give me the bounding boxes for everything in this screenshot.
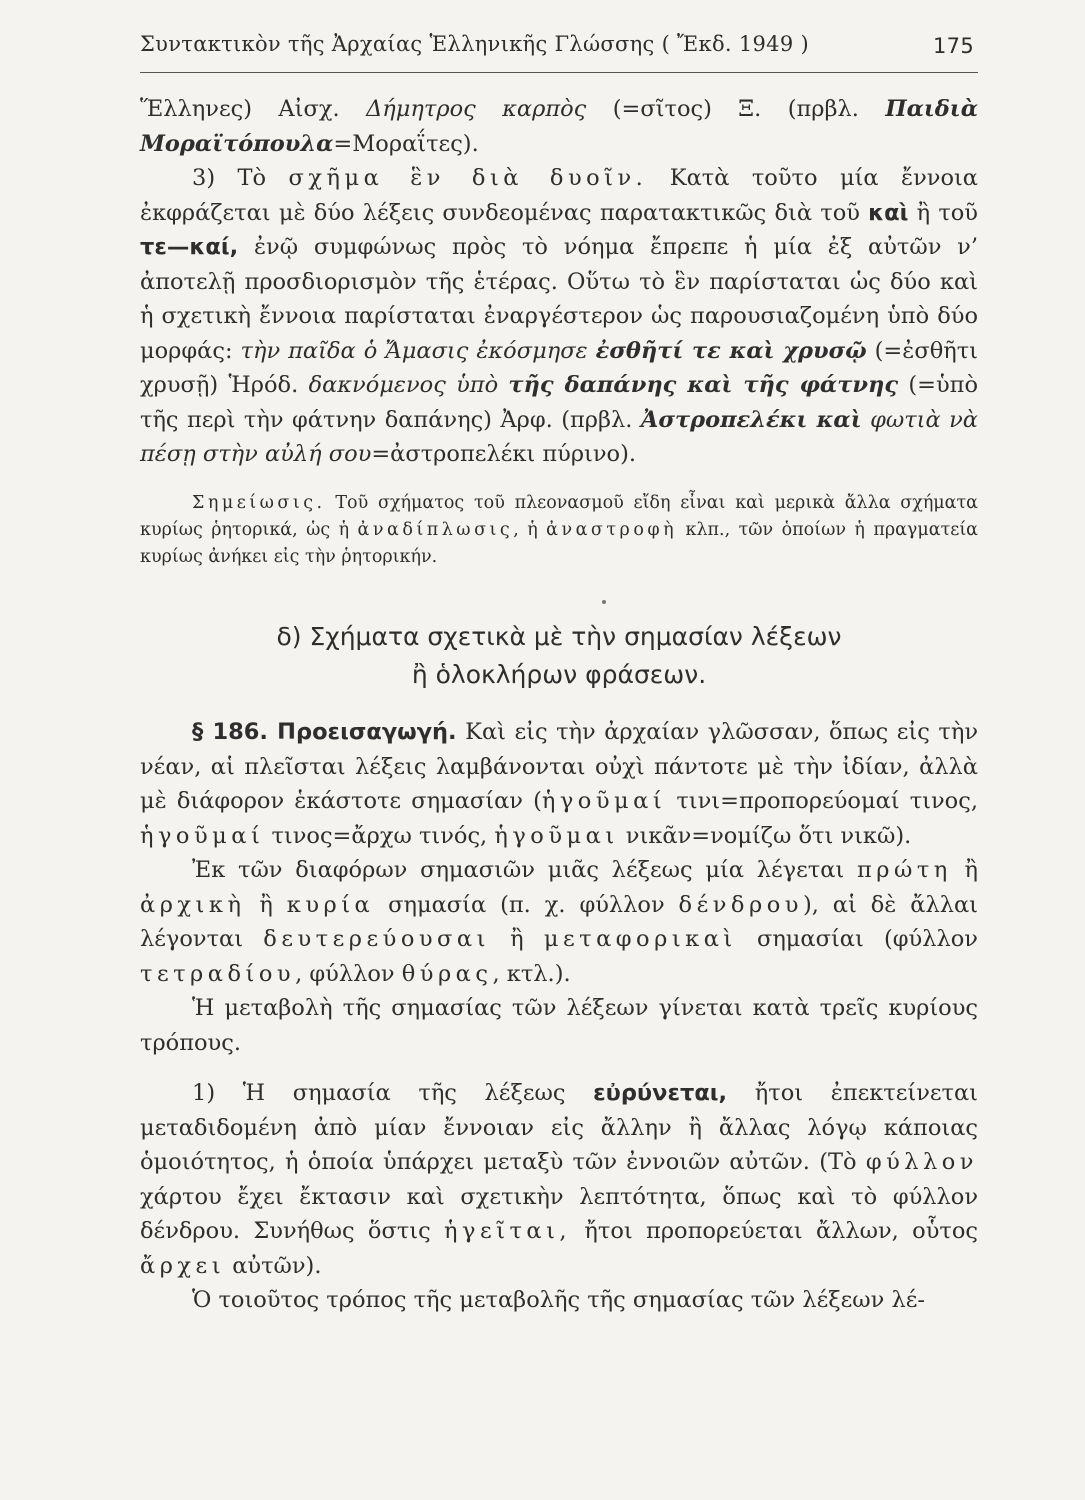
example-phrase-bold: Παιδιὰ Μοραϊτόπουλα bbox=[140, 96, 979, 157]
text-run: τινος=ἄρχω τινός, bbox=[264, 822, 495, 849]
text-run: , κτλ.). bbox=[492, 960, 571, 987]
text-run: (=ὑπὸ τῆς περὶ τὴν φάτνην δαπάνης) Ἀρφ. (πρβλ. bbox=[140, 372, 979, 433]
example-phrase-bold: ἐσθῆτί τε καὶ χρυσῷ bbox=[595, 337, 867, 364]
paragraph-hendiadys bbox=[140, 161, 978, 472]
spaced-term: ἡγοῦμαι bbox=[494, 822, 619, 849]
spaced-term: κυρία bbox=[286, 891, 375, 918]
spaced-term: πρώτη bbox=[856, 857, 952, 883]
spaced-term: ἡγοῦμαί bbox=[541, 788, 667, 814]
text-run: ἐνῷ συμφώνως πρὸς τὸ νόημα ἔπρεπε ἡ μία ἐξ αὐτῶν ν’ ἀποτελῇ προσδιορισμὸν τῆς ἑτέρας. Οὕτω τὸ ἓν παρίσταται ὡς δύο καὶ ἡ σχετικὴ ἔννοια παρίσταται ἐναργέστερον ὡς παρουσιαζομένη ὑπὸ δύο μορφάς: bbox=[140, 234, 978, 364]
bold-term: εὐρύνεται, bbox=[593, 1080, 728, 1106]
text-run: 3) Τὸ bbox=[192, 165, 289, 191]
spaced-term: δευτερεύουσαι bbox=[263, 926, 490, 952]
text-run: σημασία (π. χ. φύλλον bbox=[374, 891, 679, 918]
bold-term: καὶ bbox=[868, 199, 909, 226]
spaced-term: θύρας bbox=[401, 960, 493, 987]
text-run: =Μοραΐτες). bbox=[333, 130, 479, 157]
paragraph-broadening bbox=[140, 1076, 978, 1283]
text-run: Τοῦ σχήματος τοῦ πλεονασμοῦ εἴδη εἶναι καὶ μερικὰ ἄλλα σχήματα κυρίως ῥητορικά, ὡς ἡ bbox=[140, 493, 978, 540]
example-phrase-bold: Ἀστροπελέκι καὶ bbox=[640, 406, 862, 433]
paragraph-heading: § 186. Προεισαγωγή. bbox=[192, 719, 457, 745]
text-run: ἢ bbox=[951, 857, 978, 883]
text-run: τινι=προπορεύομαί τινος, bbox=[666, 788, 978, 814]
text-run: Κατὰ τοῦτο μία ἔννοια ἐκφράζεται μὲ δύο λέξεις συνδεομένας παρατακτικῶς διὰ τοῦ bbox=[140, 165, 979, 226]
paragraph-final-line: Ὁ τοιοῦτος τρόπος τῆς μεταβολῆς τῆς σημασίας τῶν λέξεων λέ- bbox=[192, 1287, 925, 1313]
text-run: (=σῖτος) Ξ. (πρβλ. bbox=[586, 96, 886, 122]
text-run: ), αἱ δὲ ἄλλαι λέγονται bbox=[140, 891, 978, 952]
section-heading-line: δ) Σχήματα σχετικὰ μὲ τὴν σημασίαν λέξεων bbox=[276, 622, 842, 651]
text-run: αὐτῶν). bbox=[225, 1252, 322, 1279]
bold-term: τε—καί, bbox=[140, 234, 239, 260]
note-label: Σημείωσις. bbox=[192, 493, 326, 513]
text-run: ἤτοι προπορεύεται ἄλλων, οὗτος bbox=[571, 1218, 978, 1244]
text-run: κλπ., τῶν ὁποίων ἡ πραγματεία κυρίως ἀνήκει εἰς τὴν ῥητορικήν. bbox=[140, 520, 979, 567]
text-run: χάρτου ἔχει ἔκτασιν καὶ σχετικὴν λεπτότητα, ὅπως καὶ τὸ φύλλον δένδρου. Συνήθως ὅστις bbox=[140, 1183, 978, 1244]
example-phrase-bold: τῆς δαπάνης καὶ τῆς φάτνης bbox=[508, 372, 899, 398]
text-run: σημασίαι (φύλλον bbox=[736, 926, 978, 952]
text-run: ἢ bbox=[245, 891, 287, 918]
text-run: ἤτοι ἐπεκτείνεται μεταδιδομένη ἀπὸ μίαν ἔννοιαν εἰς ἄλλην ἢ ἄλλας λόγῳ κάποιας ὁμοιότητος, ἡ ὁποία ὑπάρχει μεταξὺ τῶν ἐννοιῶν αὐτῶν. (Τὸ bbox=[140, 1080, 979, 1175]
spaced-term: ἀναδίπλωσις bbox=[357, 520, 514, 540]
header-rule bbox=[140, 72, 978, 73]
text-run: Ἐκ τῶν διαφόρων σημασιῶν μιᾶς λέξεως μία λέγεται bbox=[192, 857, 857, 883]
text-run: 1) Ἡ σημασία τῆς λέξεως bbox=[192, 1080, 594, 1106]
stray-dot bbox=[602, 600, 606, 604]
text-run: Καὶ εἰς τὴν ἀρχαίαν γλῶσσαν, ὅπως εἰς τὴν νέαν, αἱ πλεῖσται λέξεις λαμβάνονται οὐχὶ πάντοτε μὲ τὴν ἰδίαν, ἀλλὰ μὲ διάφορον ἑκάστοτε σημασίαν ( bbox=[140, 719, 978, 814]
paragraph-meanings bbox=[140, 853, 978, 991]
spaced-term: φύλλον bbox=[865, 1149, 978, 1175]
paragraph-186 bbox=[140, 715, 978, 853]
text-run: =ἀστροπελέκι πύρινο). bbox=[371, 441, 637, 467]
example-phrase: τὴν παῖδα ὁ Ἄμασις ἐκόσμησε bbox=[240, 337, 596, 364]
page-number: 175 bbox=[933, 34, 974, 58]
spaced-term: ἡγεῖται, bbox=[444, 1218, 572, 1244]
spaced-term: σχῆμα ἓν διὰ δυοῖν. bbox=[288, 165, 648, 191]
text-run: , φύλλον bbox=[295, 960, 402, 987]
main-text-bottom bbox=[140, 715, 978, 1318]
spaced-term: τετραδίου bbox=[140, 960, 296, 987]
example-phrase: Δήμητρος καρπὸς bbox=[366, 96, 587, 122]
spaced-term: δένδρου bbox=[678, 891, 803, 918]
text-run: ἢ bbox=[489, 926, 544, 952]
paragraph-continuation bbox=[140, 92, 978, 161]
main-text-top bbox=[140, 92, 978, 472]
text-run: (=ἐσθῆτι χρυσῇ) Ἡρόδ. bbox=[140, 337, 978, 398]
text-run: , ἡ bbox=[513, 520, 547, 540]
paragraph-three-ways: Ἡ μεταβολὴ τῆς σημασίας τῶν λέξεων γίνεται κατὰ τρεῖς κυρίους τρόπους. bbox=[140, 995, 978, 1056]
spaced-term: μεταφορικαὶ bbox=[543, 926, 737, 952]
running-title: Συντακτικὸν τῆς Ἀρχαίας Ἑλληνικῆς Γλώσσης ( Ἔκδ. 1949 ) bbox=[140, 32, 809, 56]
section-heading-line: ἢ ὁλοκλήρων φράσεων. bbox=[411, 660, 707, 689]
example-phrase: δακνόμενος ὑπὸ bbox=[308, 372, 509, 398]
text-run: ἢ τοῦ bbox=[908, 199, 978, 226]
spaced-term: ἡγοῦμαί bbox=[140, 822, 265, 849]
spaced-term: ἀρχικὴ bbox=[140, 891, 246, 918]
text-run: νικᾶν=νομίζω ὅτι νικῶ). bbox=[618, 822, 912, 849]
spaced-term: ἀναστροφὴ bbox=[546, 520, 678, 540]
note-paragraph bbox=[140, 490, 978, 571]
text-run: Ἕλληνες) Αἰσχ. bbox=[140, 96, 367, 122]
example-phrase: φωτιὰ νὰ πέσῃ στὴν αὐλή σου bbox=[140, 406, 978, 467]
section-heading bbox=[140, 618, 978, 694]
spaced-term: ἄρχει bbox=[140, 1252, 226, 1279]
